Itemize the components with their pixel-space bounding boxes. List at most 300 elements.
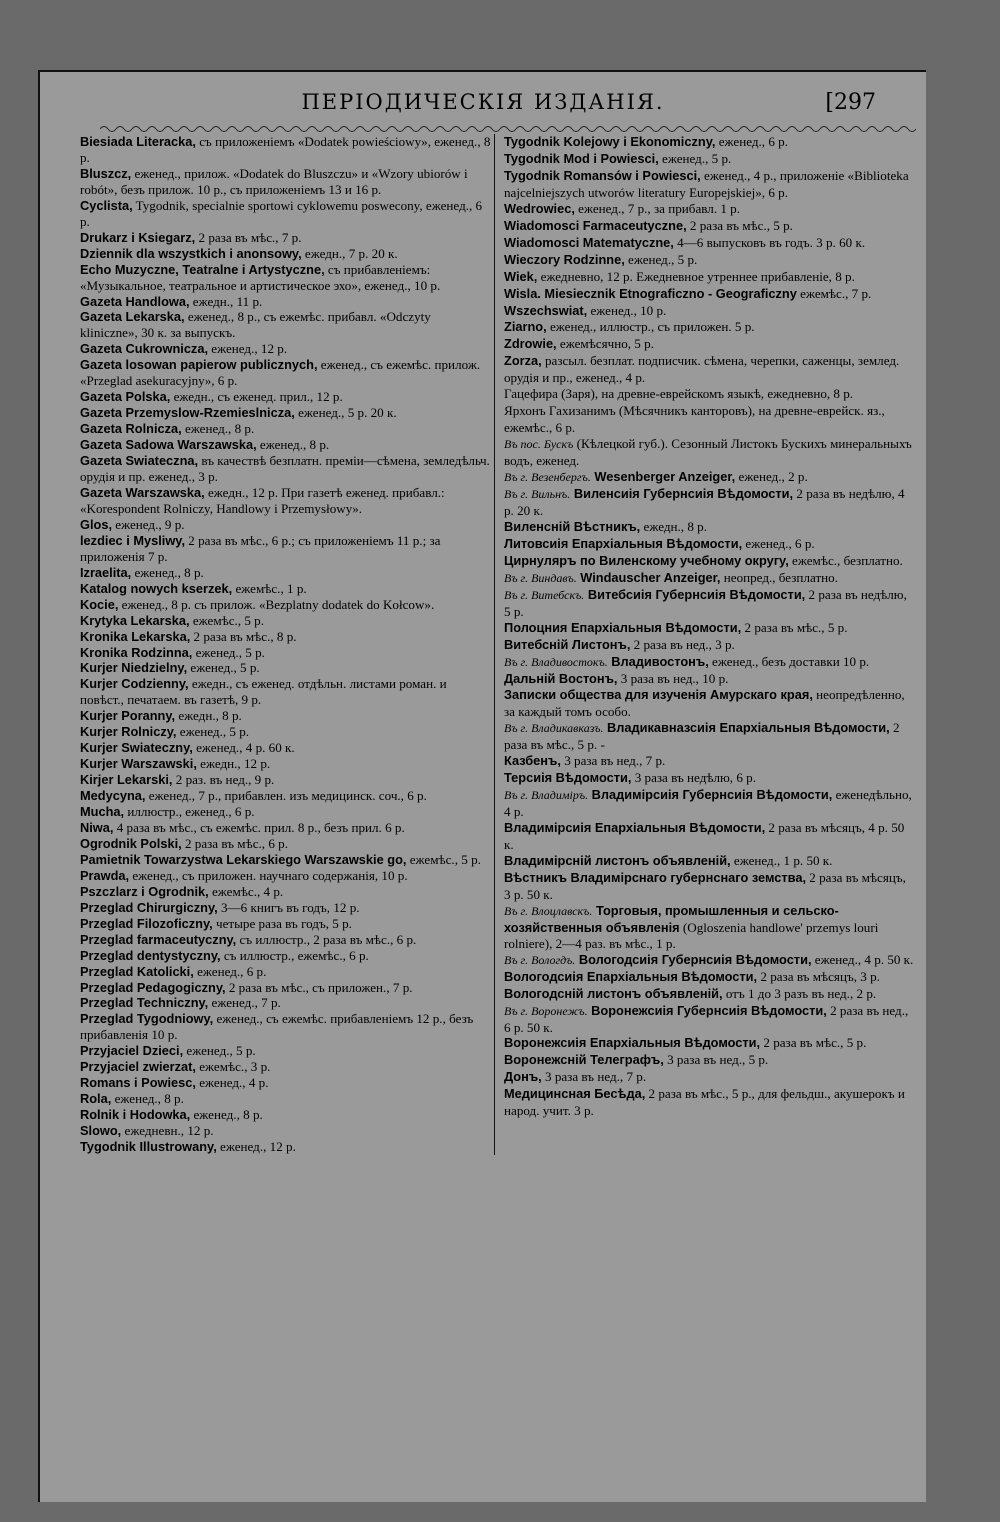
entry-title: Цирнуляръ по Виленскому учебному округу, (504, 552, 789, 568)
entry-title: Przeglad dentystyczny, (80, 947, 221, 963)
list-item (80, 1059, 491, 1075)
entry-title: Romans i Powiesc, (80, 1075, 196, 1091)
entry-title: Вѣстникъ Владимірснаго губернснаго земства, (504, 869, 807, 885)
entry-details: еженед., 1 р. 50 к. (730, 852, 833, 868)
entry-details: ежемѣс., 5 р. (406, 851, 481, 867)
entry-title: Przeglad Katolicki, (80, 963, 194, 979)
entry-title: Wisla. Miesiecznik Etnograficzno - Geograficzny (504, 285, 797, 301)
left-column (80, 134, 495, 1155)
entry-title: Вологодсиія Губернсиія Вѣдомости, (575, 951, 812, 967)
list-item (504, 553, 915, 570)
list-item (80, 980, 491, 996)
list-item (504, 952, 915, 969)
list-item (504, 386, 915, 403)
list-item (80, 613, 491, 629)
list-item (504, 201, 915, 218)
list-item (80, 597, 491, 613)
list-item (80, 166, 491, 198)
entry-title: Kurjer Rolniczy, (80, 724, 177, 740)
entry-details: 3 раза въ нед., 10 р. (617, 670, 729, 686)
entry-details: еженед., 8 р. (190, 1107, 263, 1123)
list-item (504, 1035, 915, 1052)
list-item (504, 1069, 915, 1086)
entry-details: 2 раза въ мѣс., съ приложен., 7 р. (225, 979, 413, 995)
entry-details: 2 раза въ мѣс., 5 р. (760, 1035, 867, 1051)
list-item (504, 570, 915, 587)
entry-details: съ иллюстр., ежемѣс., 6 р. (220, 947, 369, 963)
entry-title: Przyjaciel Dzieci, (80, 1043, 184, 1059)
entry-details: Tygodnik, specialnie sportowi cyklowemu poswecony, еженед., 6 р. (80, 197, 483, 229)
list-item (504, 770, 915, 787)
entry-title: Kirjer Lekarski, (80, 772, 173, 788)
entry-details: въ качествѣ безплатн. преміи—сѣмена, земледѣльч. орудія и пр. еженед., 3 р. (80, 453, 490, 485)
right-column (495, 134, 915, 1155)
entry-details: еженед., 5 р. (624, 251, 698, 267)
entry-details: 3 раза въ нед., 5 р. (663, 1052, 769, 1068)
list-item (504, 319, 915, 336)
entry-details: ежемѣс., 4 р. (208, 883, 284, 899)
entry-details: 2 раза въ мѣсяцъ, 3 р. (757, 968, 880, 984)
list-item (504, 151, 915, 168)
list-item (80, 820, 491, 836)
entry-details: еженед., прилож. «Dodatek do Bluszczu» и «Wzory ubiorów i robót», безъ прилож. 10 р., съ приложеніемъ 13 и 16 р. (80, 165, 468, 197)
page-number: [297 (825, 90, 876, 115)
entry-details: 2 раза въ мѣс., 8 р. (190, 628, 297, 644)
list-item (80, 629, 491, 645)
entry-details: 3—6 книгъ въ годъ, 12 р. (217, 899, 360, 915)
entry-title: Kurjer Swiateczny, (80, 740, 193, 756)
list-item (504, 286, 915, 303)
list-item (80, 198, 491, 230)
entry-title: Zdrowie, (504, 336, 557, 352)
entry-title: Przeglad Filozoficzny, (80, 915, 213, 931)
entry-title: Kurjer Poranny, (80, 708, 176, 724)
entry-details: еженед., 8 р. (181, 421, 255, 437)
entry-title: Витебсній Листонъ, (504, 636, 631, 652)
page (38, 70, 926, 1502)
entry-title: Wieczory Rodzinne, (504, 251, 625, 267)
entry-location: Въ г. Виндавъ. (504, 570, 577, 585)
list-item (80, 900, 491, 916)
entry-title: Przeglad farmaceutyczny, (80, 931, 237, 947)
entry-details: еженед., 12 р. (208, 341, 288, 357)
entry-details: еженед., 4 р. 50 к. (811, 951, 914, 967)
entry-title: Gazeta Warszawska, (80, 484, 205, 500)
list-item (80, 485, 491, 517)
entry-details: еженед., 9 р. (112, 516, 185, 532)
entry-details: ежемѣс., 3 р. (195, 1059, 271, 1075)
list-item (504, 536, 915, 553)
list-item (504, 753, 915, 770)
entry-details: ежедн., 8 р. (175, 708, 242, 724)
entry-location: Въ пос. Бускъ (504, 437, 574, 452)
list-item (80, 1075, 491, 1091)
entry-title: Владимірсиія Губернсиія Вѣдомости, (588, 787, 833, 803)
entry-details: ежедн., съ еженед. прил., 12 р. (170, 389, 343, 405)
entry-title: Gazeta Handlowa, (80, 293, 190, 309)
entry-title: Wiadomosci Farmaceutyczne, (504, 217, 687, 233)
entry-title: Ogrodnik Polski, (80, 835, 182, 851)
entry-title: lezdiec i Mysliwy, (80, 532, 186, 548)
entry-title: Izraelita, (80, 564, 132, 580)
entry-title: Wiek, (504, 268, 538, 284)
entry-details: Ярхонъ Гахизанимъ (Мѣсячникъ канторовъ), на древне-еврейск. яз., ежемѣс., 6 р. (504, 403, 885, 436)
list-item (504, 1086, 915, 1119)
entry-title: Воронежсиія Губернсиія Вѣдомости, (587, 1002, 827, 1018)
list-item (80, 357, 491, 389)
list-item (80, 868, 491, 884)
list-item (80, 1091, 491, 1107)
entry-title: Терсиія Вѣдомости, (504, 770, 632, 786)
list-item (504, 637, 915, 654)
list-item (504, 654, 915, 671)
entry-details: неопредѣленно, за каждый томъ особо. (504, 687, 905, 720)
entry-title: Medycyna, (80, 788, 146, 804)
entry-details: еженед., 5 р. 20 к. (294, 405, 397, 421)
entry-title: Gazeta Przemyslow-Rzemieslnicza, (80, 405, 295, 421)
list-item (80, 916, 491, 932)
entry-title: Przeglad Chirurgiczny, (80, 899, 218, 915)
list-item (504, 1003, 915, 1036)
list-item (80, 389, 491, 405)
entry-details: 4—6 выпусковъ въ годъ. 3 р. 60 к. (673, 234, 866, 250)
entry-details: отъ 1 до 3 разъ въ нед., 2 р. (722, 985, 877, 1001)
list-item (504, 235, 915, 252)
entry-location: Въ г. Владиміръ. (504, 788, 589, 803)
list-item (80, 309, 491, 341)
entry-details: ежемѣс., безплатно. (788, 552, 903, 568)
entry-title: Niwa, (80, 819, 114, 835)
list-item (80, 932, 491, 948)
page-title: ПЕРІОДИЧЕСКІЯ ИЗДАНІЯ. (301, 90, 665, 114)
entry-details: 2 раза въ нед., 3 р. (630, 636, 735, 652)
header-wave-rule (100, 124, 916, 134)
entry-title: Biesiada Literacka, (80, 134, 196, 149)
entry-location: Въ г. Витебскъ. (504, 587, 585, 602)
entry-details: еженед., 5 р. (187, 660, 260, 676)
entry-details: еженед., съ ежемѣс. прилож. «Przeglad asekuracyjny», 6 р. (80, 357, 481, 389)
list-item (504, 168, 915, 201)
entry-details: ежедн., 12 р. При газетѣ еженед. прибавл.: «Korespondent Rolniczy, Handlowy i Przemysłowy». (80, 484, 445, 516)
entry-title: Владимірсиія Епархіальныя Вѣдомости, (504, 820, 766, 836)
entry-details: 3 раза въ нед., 7 р. (560, 753, 666, 769)
entry-details: еженед., безъ доставки 10 р. (708, 653, 870, 669)
entry-title: Tygodnik Mod i Powiesci, (504, 150, 659, 166)
entry-details: 2 раза въ нед., 6 р. 50 к. (504, 1002, 909, 1035)
list-item (80, 1043, 491, 1059)
list-item (504, 1052, 915, 1069)
entry-details: 2 раза въ мѣс., 5 р. - (504, 720, 900, 753)
entry-title: Вологодсній листонъ объявленій, (504, 985, 723, 1001)
entry-details: еженед., 7 р., прибавлен. изъ медицинск. соч., 6 р. (145, 788, 427, 804)
list-item (80, 804, 491, 820)
list-item (504, 587, 915, 620)
entry-title: Prawda, (80, 867, 130, 883)
entry-details: 2 раза въ мѣс., 6 р.; съ приложеніемъ 11 р.; за приложенія 7 р. (80, 532, 441, 564)
entry-title: Торговыя, промышленныя и сельско-хозяйственныя объявленія (504, 902, 839, 935)
entry-details: неопред., безплатно. (720, 569, 838, 585)
list-item (504, 336, 915, 353)
list-item (80, 676, 491, 708)
entry-title: Pszczlarz i Ogrodnik, (80, 883, 209, 899)
entry-title: Дальній Востонъ, (504, 670, 618, 686)
entry-details: 3 раза въ нед., 7 р. (541, 1069, 647, 1085)
list-item (80, 1107, 491, 1123)
list-item (80, 453, 491, 485)
entry-title: Виленсиія Губернсиія Вѣдомости, (570, 486, 794, 502)
entry-title: Echo Muzyczne, Teatralne i Artystyczne, (80, 261, 325, 277)
entry-title: Bluszcz, (80, 165, 132, 181)
entry-location: Въ г. Владивостокъ. (504, 654, 608, 669)
list-item (80, 262, 491, 294)
list-item (504, 620, 915, 637)
entry-title: Казбенъ, (504, 753, 561, 769)
list-item (504, 671, 915, 688)
entry-title: Tygodnik Romansów i Powiesci, (504, 167, 701, 183)
entry-details: еженед., 12 р. (216, 1139, 296, 1155)
list-item (80, 565, 491, 581)
entry-title: Kurjer Niedzielny, (80, 660, 188, 676)
list-item (504, 269, 915, 286)
entry-details: еженед., съ ежемѣс. прибавленіемъ 12 р., безъ прибавленія 10 р. (80, 1011, 474, 1043)
list-item (504, 853, 915, 870)
entry-title: Wszechswiat, (504, 302, 588, 318)
entry-details: еженед., 8 р. (111, 1091, 184, 1107)
entry-details: ежемѣс., 1 р. (232, 580, 307, 596)
list-item (504, 687, 915, 720)
entry-title: Владивостонъ, (607, 653, 709, 669)
columns (80, 134, 915, 1155)
entry-location: Въ г. Владикавказъ. (504, 721, 604, 736)
list-item (80, 836, 491, 852)
list-item (80, 708, 491, 724)
entry-details: еженед., 10 р. (587, 302, 667, 318)
entry-title: Tygodnik Kolejowy i Ekonomiczny, (504, 134, 716, 149)
entry-location: Въ г. Воронежъ. (504, 1003, 588, 1018)
entry-title: Виленсній Вѣстникъ, (504, 518, 641, 534)
entry-details: еженед., 2 р. (735, 469, 808, 485)
list-item (80, 134, 491, 166)
list-item (80, 740, 491, 756)
list-item (504, 519, 915, 536)
entry-details: (Ogloszenia handlowe' przemys louri rolniere), 2—4 раз. въ мѣс., 1 р. (504, 919, 879, 951)
entry-location: Въ г. Влоцлавскъ. (504, 903, 593, 918)
entry-title: Przeglad Pedagogiczny, (80, 979, 226, 995)
entry-details: ежедн., 12 р. (196, 756, 271, 772)
list-item (504, 903, 915, 952)
entry-title: Rola, (80, 1091, 112, 1107)
list-item (504, 820, 915, 853)
entry-details: 3 раза въ недѣлю, 6 р. (631, 770, 756, 786)
list-item (504, 436, 915, 469)
entry-details: разсыл. безплат. подписчик. сѣмена, черепки, саженцы, землед. орудія и пр., еженед., 4 р. (504, 353, 900, 386)
entry-details: еженед., 4 р., приложеніе «Biblioteka najcelniejszych utworów literatury Europejskiej», 6 р. (504, 167, 909, 200)
entry-details: ежемѣсячно, 5 р. (556, 336, 654, 352)
list-item (504, 218, 915, 235)
entry-title: Литовсиія Епархіальныя Вѣдомости, (504, 535, 743, 551)
list-item (504, 469, 915, 486)
list-item (80, 517, 491, 533)
entry-title: Katalog nowych kserzek, (80, 580, 233, 596)
entry-details: еженед., иллюстр., съ приложен. 5 р. (546, 319, 755, 335)
list-item (80, 948, 491, 964)
entry-details: ежедн., съ еженед. отдѣльн. листами роман. и повѣст., печатаем. въ газетѣ, 9 р. (80, 676, 447, 708)
entry-details: еженед., 8 р., съ ежемѣс. прибавл. «Odczyty kliniczne», 30 к. за выпускъ. (80, 309, 431, 341)
entry-title: Kurjer Codzienny, (80, 676, 189, 692)
list-item (80, 294, 491, 310)
entry-details: еженед., 5 р. (176, 724, 250, 740)
entry-details: съ прибавленіемъ: «Музыкальное, театральное и артистическое эхо», еженед., 10 р. (80, 261, 441, 293)
entry-details: Гацефира (Заря), на древне-еврейскомъ языкѣ, ежедневно, 8 р. (504, 386, 854, 402)
entry-details: еженед., 5 р. (658, 150, 732, 166)
list-item (80, 884, 491, 900)
list-item (504, 986, 915, 1003)
list-item (80, 533, 491, 565)
entry-title: Kronika Rodzinna, (80, 644, 193, 660)
entry-title: Gazeta losowan papierow publicznych, (80, 357, 318, 373)
list-item (80, 1139, 491, 1155)
entry-details: ежедн., 11 р. (189, 293, 263, 309)
entry-title: Gazeta Rolnicza, (80, 421, 182, 437)
entry-details: еженед., 5 р. (183, 1043, 256, 1059)
entry-title: Wesenberger Anzeiger, (590, 469, 736, 485)
list-item (504, 134, 915, 151)
entry-title: Windauscher Anzeiger, (576, 569, 721, 585)
entry-title: Kronika Lekarska, (80, 628, 191, 644)
entry-title: Rolnik i Hodowka, (80, 1107, 191, 1123)
entry-details: еженед., 5 р. (192, 644, 265, 660)
entry-title: Kurjer Warszawski, (80, 756, 197, 772)
list-item (80, 1011, 491, 1043)
list-item (504, 969, 915, 986)
entry-title: Krytyka Lekarska, (80, 612, 190, 628)
entry-title: Dziennik dla wszystkich i anonsowy, (80, 245, 302, 261)
entry-details: (Кѣлецкой губ.). Сезонный Листокъ Бускихъ минеральныхъ водъ, еженед. (504, 436, 912, 469)
entry-details: еженед., 7 р. (208, 995, 281, 1011)
entry-details: ежемѣс., 7 р. (796, 285, 872, 301)
list-item (80, 246, 491, 262)
entry-details: 2 раза въ мѣс., 7 р. (195, 229, 302, 245)
entry-details: ежедневно, 12 р. Ежедневное утреннее прибавленіе, 8 р. (537, 268, 855, 284)
entry-title: Wedrowiec, (504, 200, 575, 216)
entry-title: Drukarz i Ksiegarz, (80, 229, 196, 245)
entry-title: Полоцния Епархіальныя Вѣдомости, (504, 619, 742, 635)
list-item (80, 405, 491, 421)
entry-details: еженед., 6 р. (715, 134, 788, 149)
entry-title: Вологодсиія Епархіальныя Вѣдомости, (504, 968, 758, 984)
entry-title: Владикавназсиія Епархіальныя Вѣдомости, (603, 720, 890, 736)
entry-title: Pamietnik Towarzystwa Lekarskiego Warszawskie go, (80, 851, 407, 867)
entry-title: Gazeta Cukrownicza, (80, 341, 209, 357)
entry-details: еженед., съ приложен. научнаго содержанія, 10 р. (129, 867, 408, 883)
entry-location: Въ г. Везенбергъ. (504, 470, 591, 485)
list-item (504, 870, 915, 903)
entry-title: Wiadomosci Matematyczne, (504, 234, 674, 250)
entry-title: Gazeta Lekarska, (80, 309, 185, 325)
entry-title: Донъ, (504, 1069, 542, 1085)
entry-details: ежедн., 8 р. (640, 518, 707, 534)
list-item (80, 788, 491, 804)
list-item (504, 403, 915, 436)
list-item (80, 724, 491, 740)
list-item (80, 437, 491, 453)
list-item (80, 421, 491, 437)
list-item (504, 486, 915, 519)
entry-details: еженед., 4 р. 60 к. (192, 740, 295, 756)
entry-details: четыре раза въ годъ, 5 р. (212, 915, 352, 931)
entry-location: Въ г. Вильнъ. (504, 487, 571, 502)
entry-title: Воронежсиія Епархіальныя Вѣдомости, (504, 1035, 761, 1051)
entry-details: съ приложеніемъ «Dodatek powieściowy», еженед., 8 р. (80, 134, 491, 165)
entry-title: Przyjaciel zwierzat, (80, 1059, 196, 1075)
list-item (80, 341, 491, 357)
entry-details: 2 раза въ мѣс., 5 р., для фельдш., акушерокъ и народ. учит. 3 р. (504, 1086, 905, 1119)
entry-details: еженед., 8 р. (256, 437, 330, 453)
entry-title: Slowo, (80, 1123, 122, 1139)
entry-details: 2 раза въ мѣс., 5 р. (686, 217, 793, 233)
list-item (80, 1123, 491, 1139)
entry-details: ежедн., 7 р. 20 к. (301, 245, 398, 261)
entry-title: Przeglad Techniczny, (80, 995, 209, 1011)
entry-details: 2 раза въ мѣсяцъ, 4 р. 50 к. (504, 820, 905, 853)
entry-details: еженед., 8 р. съ прилож. «Bezplatny dodatek do Kołcow». (118, 596, 435, 612)
entry-title: Tygodnik Illustrowany, (80, 1139, 217, 1155)
list-item (80, 660, 491, 676)
entry-title: Медицинсная Бесѣда, (504, 1086, 646, 1102)
list-item (504, 252, 915, 269)
entry-title: Gazeta Swiateczna, (80, 453, 199, 469)
entry-details: 2 раз. въ нед., 9 р. (172, 772, 275, 788)
list-item (80, 995, 491, 1011)
entry-details: 4 раза въ мѣс., съ ежемѣс. прил. 8 р., безъ прил. 6 р. (113, 819, 405, 835)
list-item (504, 353, 915, 386)
entry-details: ежемѣс., 5 р. (189, 612, 265, 628)
list-item (80, 581, 491, 597)
entry-title: Kocie, (80, 596, 119, 612)
entry-details: ежедневн., 12 р. (121, 1123, 214, 1139)
entry-details: еженед., 6 р. (742, 535, 815, 551)
entry-title: Воронежсній Телеграфъ, (504, 1052, 664, 1068)
entry-location: Въ г. Вологдъ. (504, 952, 576, 967)
entry-title: Gazeta Sadowa Warszawska, (80, 437, 257, 453)
list-item (504, 720, 915, 753)
entry-title: Cyclista, (80, 197, 133, 213)
entry-title: Владимірсній листонъ объявленій, (504, 852, 731, 868)
entry-details: еженедѣльно, 4 р. (504, 787, 912, 820)
entry-title: Zorza, (504, 353, 542, 369)
list-item (80, 852, 491, 868)
entry-title: Gazeta Polska, (80, 389, 171, 405)
list-item (80, 772, 491, 788)
entry-title: Ziarno, (504, 319, 547, 335)
entry-details: 2 раза въ недѣлю, 4 р. 20 к. (504, 486, 905, 518)
entry-details: 2 раза въ мѣсяцъ, 3 р. 50 к. (504, 869, 906, 902)
entry-details: 2 раза въ недѣлю, 5 р. (504, 586, 907, 619)
list-item (80, 756, 491, 772)
list-item (80, 964, 491, 980)
entry-details: 2 раза въ мѣс., 5 р. (741, 619, 848, 635)
entry-details: съ иллюстр., 2 раза въ мѣс., 6 р. (236, 931, 417, 947)
list-item (80, 645, 491, 661)
entry-title: Витебсиія Губернсиія Вѣдомости, (584, 586, 806, 602)
entry-details: еженед., 7 р., за прибавл. 1 р. (574, 200, 741, 216)
entry-title: Przeglad Tygodniowy, (80, 1011, 214, 1027)
entry-details: иллюстр., еженед., 6 р. (124, 804, 255, 820)
page-header (50, 90, 916, 122)
list-item (504, 787, 915, 820)
list-item (504, 303, 915, 320)
entry-details: еженед., 4 р. (195, 1075, 269, 1091)
